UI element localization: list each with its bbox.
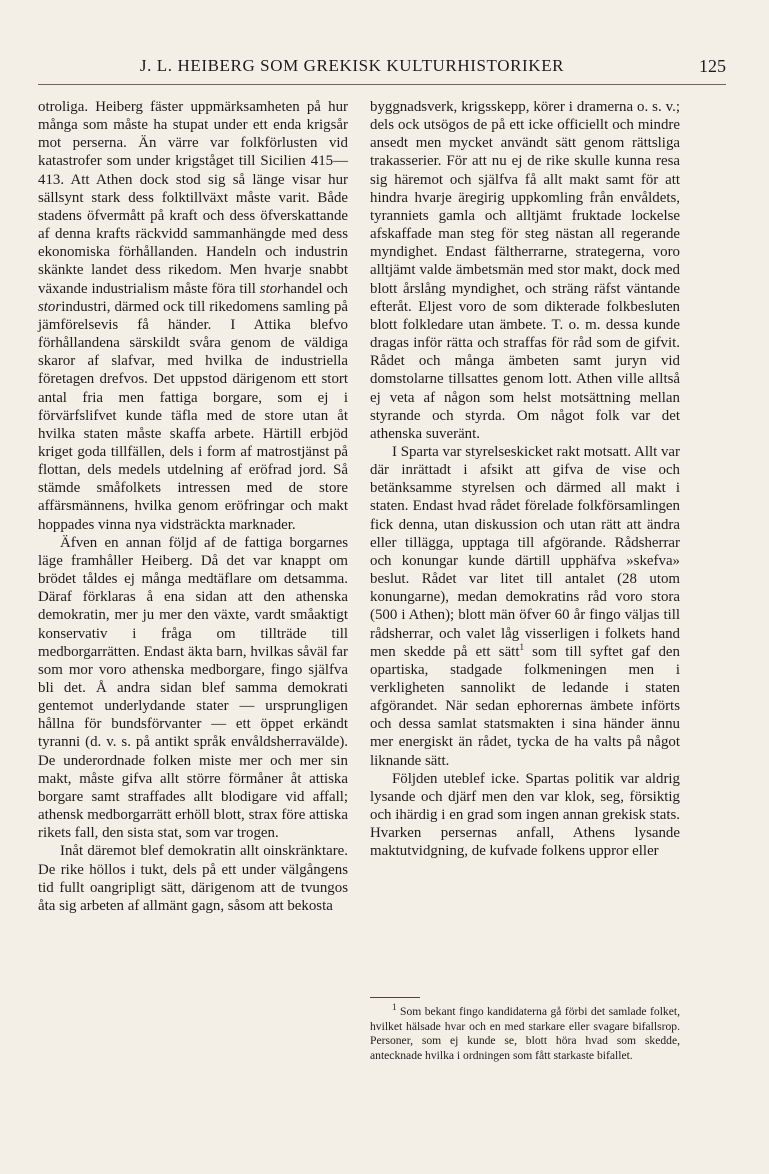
text-span: I Sparta var styrelseskicket rakt motsatt. Allt var där inrättadt i afsikt att gifva de vise och betänksamme styrelsen och därmed all makt i staten. Endast hvad rådet förelade folkförsamlingen fick denna, utan diskussion och utan rätt att ändra eller tillägga, upptaga till afgörande. Rådsherrar och konungar kunde därtill upphäfva »skefva» beslut. Rådet var litet till antalet (28 utom konungarne), medan demokratins råd voro stora (500 i Athen); blott män öfver 60 år fingo väljas till rådsherrar, och valet låg visserligen i folkets hand men skedde på ett sätt [370, 443, 680, 660]
text-span: industri, därmed ock till rikedomens samling på jämförelsevis få händer. I Attika blefvo förhållandena särskildt svåra genom de väldiga skaror af slafvar, med hvilka de industriella företagen drefvos. Det uppstod därigenom ett stort antal fria men fattiga borgare, som ej i förvärfslifvet kunde täfla med de store utan åt hvilka staten måste skaffa arbete. Härtill erbjöd kriget goda tillfällen, dels i form af matrostjänst på flottan, dels medels utdelning af eröfrad jord. Så stämde småfolkets intressen med de store affärsmännens, hvilka genom eröfringar och makt hoppades vinna nya vidsträckta marknader. [38, 298, 348, 533]
emphasis: stor [38, 298, 62, 315]
footnote-text [370, 1002, 680, 1063]
paragraph: byggnadsverk, krigsskepp, körer i dramerna o. s. v.; dels ock utsögos de på ett icke officiellt och mindre ansedt men mycket användt sätt genom rättsliga trakasserier. För att nu ej de rike skulle kunna resa sig häremot och själfva få allt makt samt för att hindra hvarje äregirig uppkomling från envåldets, tyranniets gamla och alltjämt fruktade lockelse afskaffade man steg för steg nästan all regerande myndighet. Endast fältherrarne, strategerna, voro alltjämt valde ämbetsmän med stor makt, dock med blott årslång myndighet, och sträng räfst väntande efteråt. Eljest voro de som dikterade folkbesluten blott folkledare utan ämbete. T. o. m. dessa kunde dragas inför rätta och straffas för råd som de gifvit. Rådet och många ämbeten samt juryn vid domstolarne tillsattes genom lott. Athen ville alltså ej veta af någon som helst motsättning mellan styrande och styrda. Om något folk var det athenska suveränt. [370, 99, 680, 442]
paragraph [370, 443, 680, 770]
running-head: J. L. HEIBERG SOM GREKISK KULTURHISTORIKER [139, 56, 565, 75]
paragraph [38, 98, 348, 534]
emphasis: stor [259, 280, 283, 297]
text-span: otroliga. Heiberg fäster uppmärksamheten på hur många som måste ha stupat under ett enda krigsår mot perserna. Än värre var folkförlusten vid katastrofer som under krigståget till Sicilien 415—413. Att Athen dock stod sig så länge visar hur sällsynt stark dess folktillväxt måste varit. Både stadens öfvermått på kraft och dess öfverskattande af denna krafts räckvidd sammanhängde med dess ekonomiska förhållanden. Handeln och industrin skänkte landet dess rikedom. Men hvarje snabbt växande industrialism måste föra till [38, 99, 348, 297]
page-number: 125 [699, 56, 726, 76]
paragraph: Äfven en annan följd af de fattiga borgarnes läge framhåller Heiberg. Då det var knappt om brödet tåldes ej många medtäflare om detsamma. Däraf förklaras å ena sidan att den athenska demokratin, mer ju mer den växte, vardt småaktigt konservativ i fråga om tillträde till medborgarrätten. Endast äkta barn, hvilkas såväl far som mor voro athenska medborgare, fingo själfva bli det. Å andra sidan blef samma demokrati gentemot underlydande stater — ursprungligen hållna för bundsförvanter — ett öppet erkändt tyranni (d. v. s. på antikt språk envåldsherravälde). De underordnade folken miste mer och mer sin makt, måste gifva allt större förmåner åt attiska borgare samt straffades allt blodigare vid affall; athensk medborgarrätt erhöll blott, strax före attiska rikets fall, den sista stat, som var trogen. [38, 534, 348, 842]
footnote [370, 1002, 680, 1063]
page-header [38, 56, 726, 82]
footnote-ref[interactable]: 1 [519, 641, 524, 652]
footnote-marker: 1 [392, 1002, 397, 1013]
paragraph: Inåt däremot blef demokratin allt oinskränktare. De rike höllos i tukt, dels på ett under välgångens tid fullt oangripligt sätt, därigenom att de tvungos åta sig arbeten af allmänt gagn, såsom att bekosta [38, 843, 348, 914]
text-span: som till syftet gaf den opartiska, stadgade folkmeningen men i verkligheten sannolikt de ledande i staten afgörandet. När sedan ephorernas ämbete införts och dessa samlat statsmakten i sina händer ännu mer energiskt än rådet, tycka de ha valts på något liknande sätt. [370, 643, 680, 769]
footnote-rule [370, 997, 420, 998]
paragraph: Följden uteblef icke. Spartas politik var aldrig lysande och djärf men den var klok, seg, försiktig och ihärdig i en grad som ingen annan grekisk stats. Hvarken persernas anfall, Athens lysande maktutvidgning, de kufvade folkens uppror eller [370, 770, 680, 860]
text-span: Som bekant fingo kandidaterna gå förbi det samlade folket, hvilket hälsade hvar och en med starkare eller svagare bifallsrop. Personer, som ej kunde se, blott höra hvad som skedde, antecknade hvilka i ordningen som fått starkaste bifallet. [370, 1005, 680, 1062]
right-column [370, 98, 680, 861]
text-span: handel och [282, 280, 349, 297]
left-column [38, 98, 348, 915]
header-rule [38, 84, 726, 85]
